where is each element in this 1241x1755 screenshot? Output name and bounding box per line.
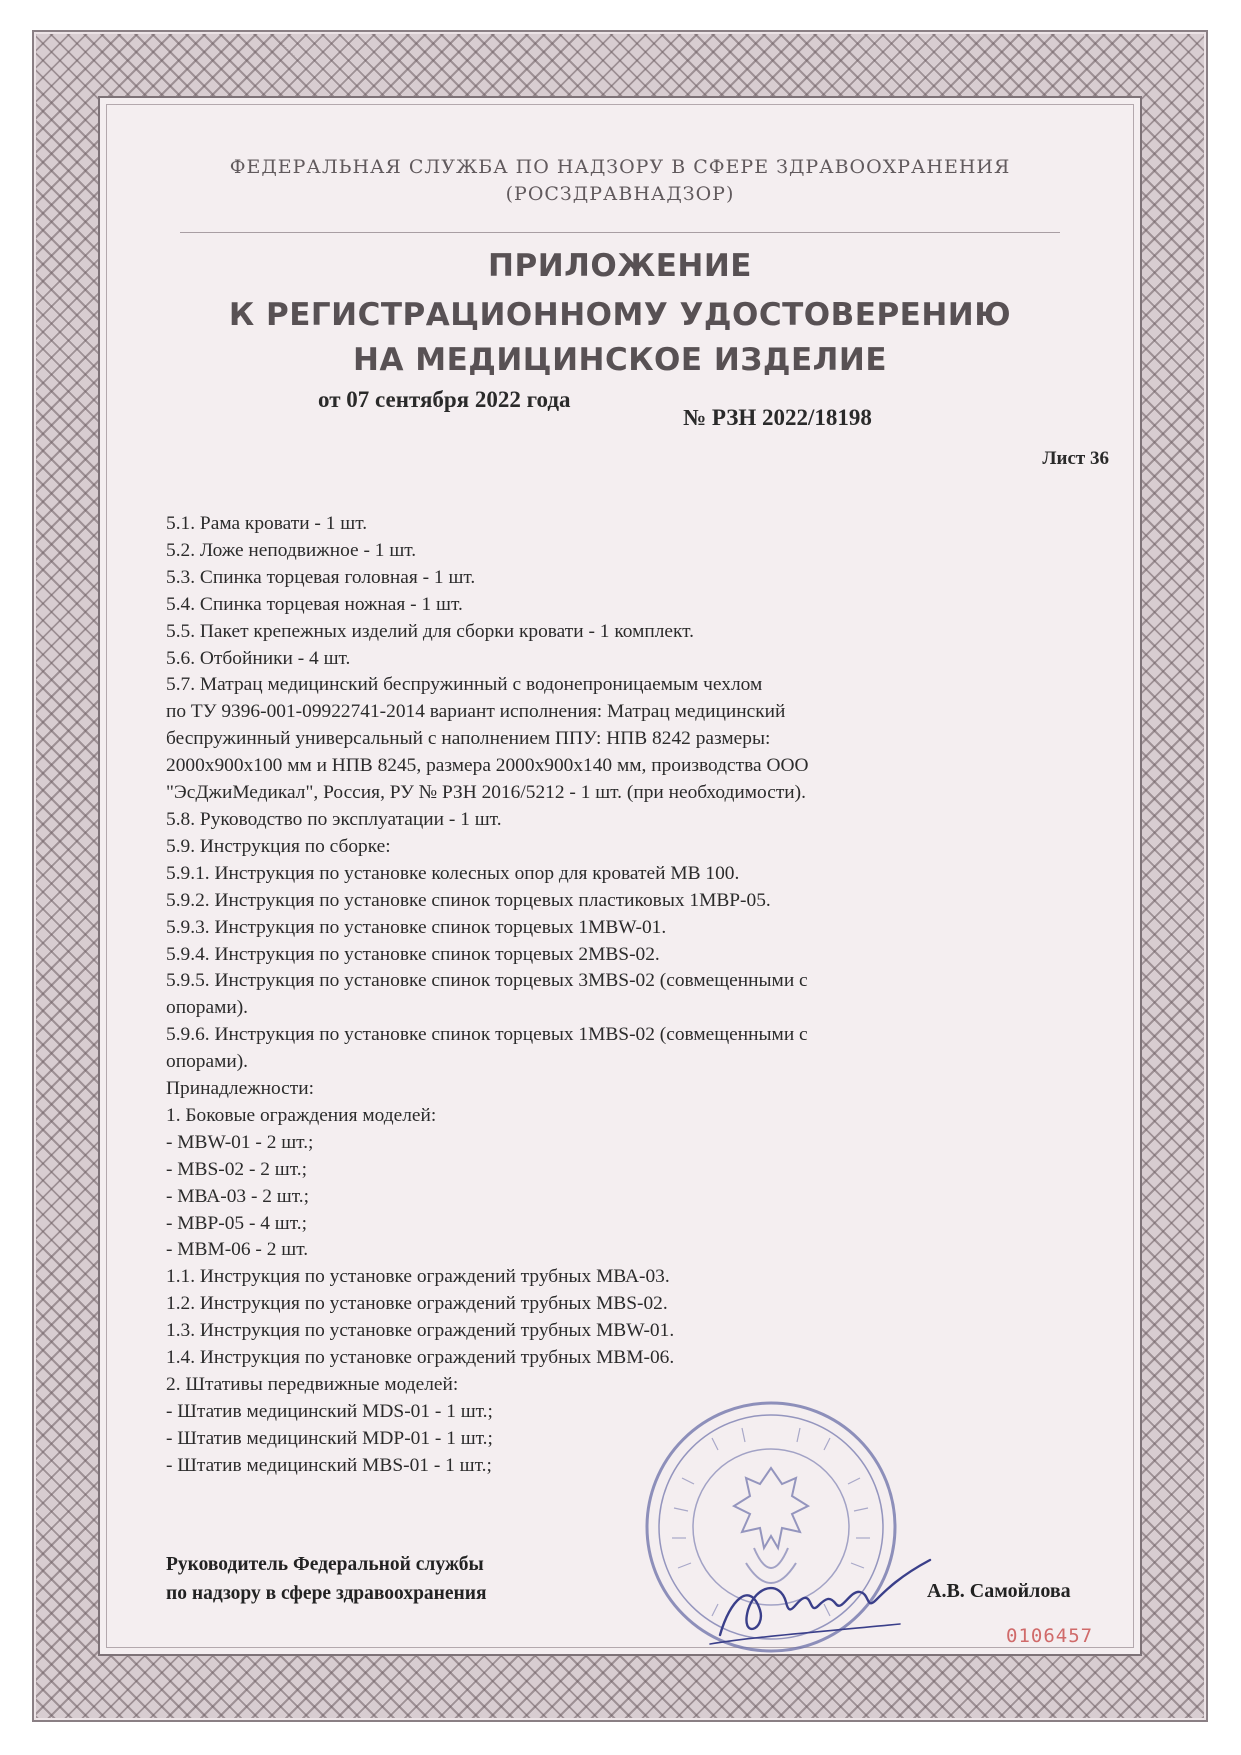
body-line: 1.4. Инструкция по установке ограждений трубных МВМ-06.: [166, 1347, 675, 1369]
body-line: 1.3. Инструкция по установке ограждений трубных MBW-01.: [166, 1320, 675, 1342]
sheet-number: Лист 36: [1042, 448, 1109, 469]
form-serial-number: 0106457: [1006, 1625, 1094, 1647]
body-line: по ТУ 9396-001-09922741-2014 вариант исполнения: Матрац медицинский: [166, 701, 786, 723]
body-line: 5.9.2. Инструкция по установке спинок торцевых пластиковых 1МВР-05.: [166, 889, 771, 911]
agency-abbreviation: (РОСЗДРАВНАДЗОР): [505, 183, 735, 205]
header-divider: [180, 232, 1060, 233]
body-line: 2000х900х100 мм и НПВ 8245, размера 2000х900х140 мм, производства ООО: [166, 755, 809, 777]
body-line: - МВА-03 - 2 шт.;: [166, 1185, 309, 1207]
body-line: 5.5. Пакет крепежных изделий для сборки кровати - 1 комплект.: [166, 620, 695, 642]
document-title-line1: ПРИЛОЖЕНИЕ: [488, 248, 752, 284]
body-line: беспружинный универсальный с наполнением ППУ: НПВ 8242 размеры:: [166, 728, 771, 750]
document-title-line2: К РЕГИСТРАЦИОННОМУ УДОСТОВЕРЕНИЮ: [228, 297, 1012, 333]
body-line: - Штатив медицинский MDP-01 - 1 шт.;: [166, 1427, 493, 1449]
document-body: [166, 511, 1026, 1480]
body-line: 5.1. Рама кровати - 1 шт.: [166, 513, 368, 534]
body-line: 5.9.3. Инструкция по установке спинок торцевых 1MBW-01.: [166, 916, 667, 938]
issue-date: от 07 сентября 2022 года: [318, 387, 571, 412]
body-line: 5.2. Ложе неподвижное - 1 шт.: [166, 539, 417, 561]
body-line: 5.4. Спинка торцевая ножная - 1 шт.: [166, 593, 463, 615]
document-title-line3: НА МЕДИЦИНСКОЕ ИЗДЕЛИЕ: [353, 342, 887, 378]
body-line: 5.8. Руководство по эксплуатации - 1 шт.: [166, 808, 502, 830]
body-line: 5.7. Матрац медицинский беспружинный с водонепроницаемым чехлом: [166, 674, 763, 696]
body-line: опорами).: [166, 997, 249, 1019]
signatory-title-line1: Руководитель Федеральной службы: [166, 1554, 484, 1575]
body-line: "ЭсДжиМедикал", Россия, РУ № РЗН 2016/5212 - 1 шт. (при необходимости).: [166, 782, 806, 804]
body-line: 2. Штативы передвижные моделей:: [166, 1374, 459, 1395]
signatory-name: А.В. Самойлова: [927, 1580, 1071, 1602]
body-line: - Штатив медицинский MBS-01 - 1 шт.;: [166, 1454, 492, 1476]
body-line: 5.9.5. Инструкция по установке спинок торцевых 3MBS-02 (совмещенными с: [166, 970, 808, 992]
body-line: 5.3. Спинка торцевая головная - 1 шт.: [166, 566, 476, 588]
body-line: - Штатив медицинский MDS-01 - 1 шт.;: [166, 1400, 493, 1422]
body-line: 5.9.1. Инструкция по установке колесных опор для кроватей МВ 100.: [166, 862, 740, 884]
body-line: 1. Боковые ограждения моделей:: [166, 1104, 437, 1126]
body-line: 5.9.4. Инструкция по установке спинок торцевых 2MBS-02.: [166, 943, 660, 965]
body-line: 1.1. Инструкция по установке ограждений трубных МВА-03.: [166, 1266, 670, 1288]
agency-name: ФЕДЕРАЛЬНАЯ СЛУЖБА ПО НАДЗОРУ В СФЕРЕ ЗДРАВООХРАНЕНИЯ: [229, 156, 1011, 178]
signatory-title-line2: по надзору в сфере здравоохранения: [166, 1583, 487, 1604]
registration-number: № РЗН 2022/18198: [683, 405, 872, 430]
body-line: Принадлежности:: [166, 1078, 315, 1100]
body-line: - МВР-05 - 4 шт.;: [166, 1212, 307, 1234]
signature-icon: [700, 1540, 940, 1660]
body-line: - MBW-01 - 2 шт.;: [166, 1131, 314, 1153]
body-line: опорами).: [166, 1051, 249, 1073]
signatory-title: [166, 1550, 487, 1608]
body-line: - МВМ-06 - 2 шт.: [166, 1239, 309, 1261]
body-line: - MBS-02 - 2 шт.;: [166, 1158, 307, 1180]
body-line: 5.9. Инструкция по сборке:: [166, 835, 391, 857]
body-line: 5.9.6. Инструкция по установке спинок торцевых 1MBS-02 (совмещенными с: [166, 1024, 808, 1046]
body-line: 5.6. Отбойники - 4 шт.: [166, 647, 351, 669]
body-line: 1.2. Инструкция по установке ограждений трубных MBS-02.: [166, 1293, 668, 1315]
